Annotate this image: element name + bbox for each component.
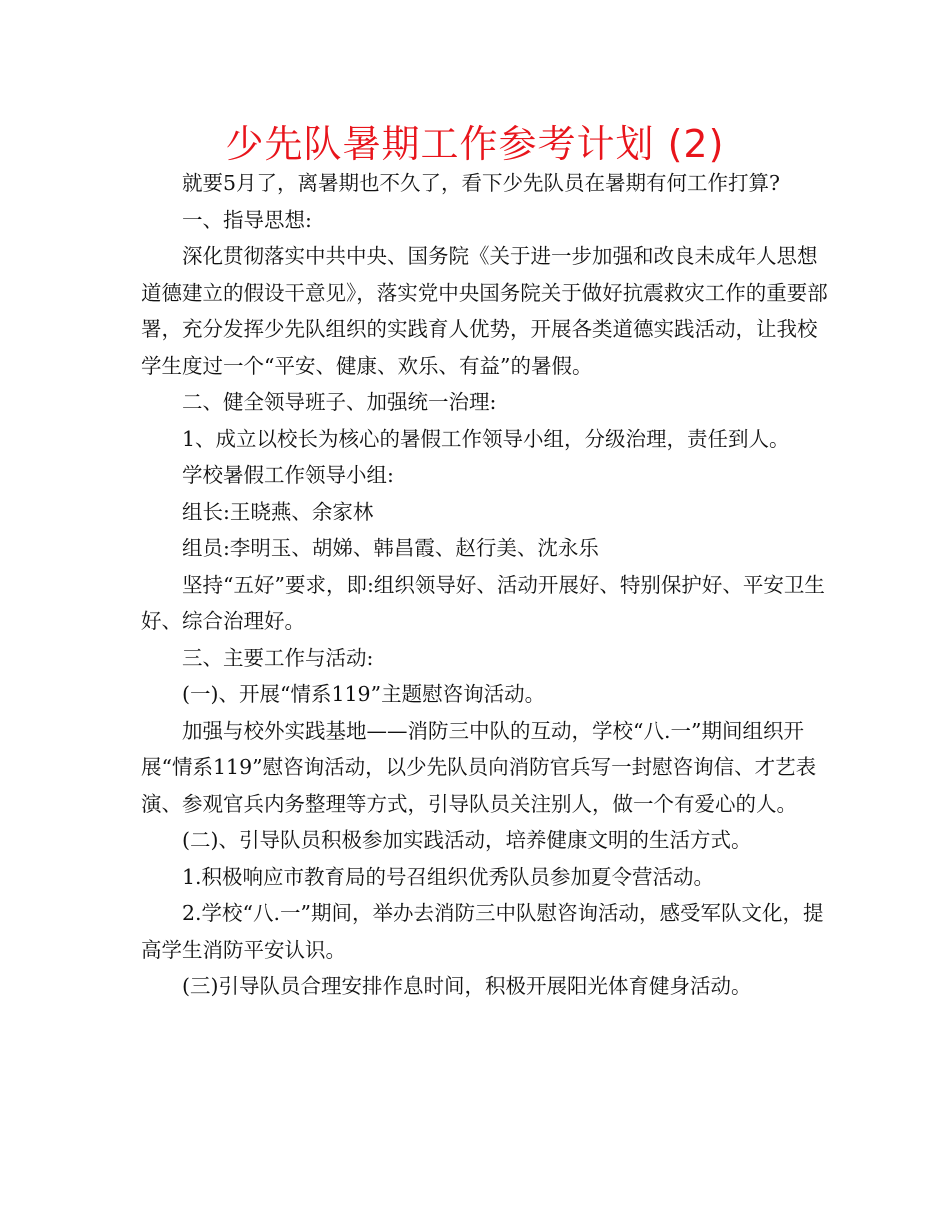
paragraph-item-two: 2.学校“八.一”期间，举办去消防三中队慰咨询活动，感受军队文化，提高学生消防平安认识。	[141, 901, 824, 962]
document-body	[141, 165, 831, 1005]
paragraph-leadership-title: 学校暑假工作领导小组:	[182, 463, 394, 487]
paragraph-activity-one: 加强与校外实践基地——消防三中队的互动，学校“八.一”期间组织开展“情系119”慰咨询活动，以少先队员向消防官兵写一封慰咨询信、才艺表演、参观官兵内务整理等方式，引导队员关注别人，做一个有爱心的人。	[141, 718, 817, 816]
heading-leadership: 二、健全领导班子、加强统一治理:	[182, 390, 497, 414]
document-title: 少先队暑期工作参考计划 (2)	[225, 122, 725, 166]
paragraph-five-goods: 坚持“五好”要求，即:组织领导好、活动开展好、特别保护好、平安卫生好、综合治理好。	[141, 572, 825, 633]
subheading-activity-one: (一)、开展“情系119”主题慰咨询活动。	[182, 682, 546, 706]
subheading-activity-two: (二)、引导队员积极参加实践活动，培养健康文明的生活方式。	[182, 828, 752, 852]
paragraph-item-one: 1.积极响应市教育局的号召组织优秀队员参加夏令营活动。	[182, 864, 715, 889]
paragraph-intro: 就要5月了，离暑期也不久了，看下少先队员在暑期有何工作打算?	[182, 171, 781, 195]
subheading-activity-three: (三)引导队员合理安排作息时间，积极开展阳光体育健身活动。	[182, 974, 752, 998]
paragraph-group-leaders: 组长:王晓燕、余家林	[182, 499, 374, 524]
paragraph-leadership-group: 1、成立以校长为核心的暑假工作领导小组，分级治理，责任到人。	[182, 426, 790, 451]
paragraph-group-members: 组员:李明玉、胡娣、韩昌霞、赵行美、沈永乐	[182, 536, 599, 560]
heading-guiding-ideology: 一、指导思想:	[182, 207, 312, 232]
heading-main-work: 三、主要工作与活动:	[182, 645, 374, 670]
paragraph-guiding-ideology: 深化贯彻落实中共中央、国务院《关于进一步加强和改良未成年人思想道德建立的假设干意见》，落实党中央国务院关于做好抗震救灾工作的重要部署，充分发挥少先队组织的实践育人优势，开展各类道德实践活动，让我校学生度过一个“平安、健康、欢乐、有益”的暑假。	[141, 244, 828, 378]
